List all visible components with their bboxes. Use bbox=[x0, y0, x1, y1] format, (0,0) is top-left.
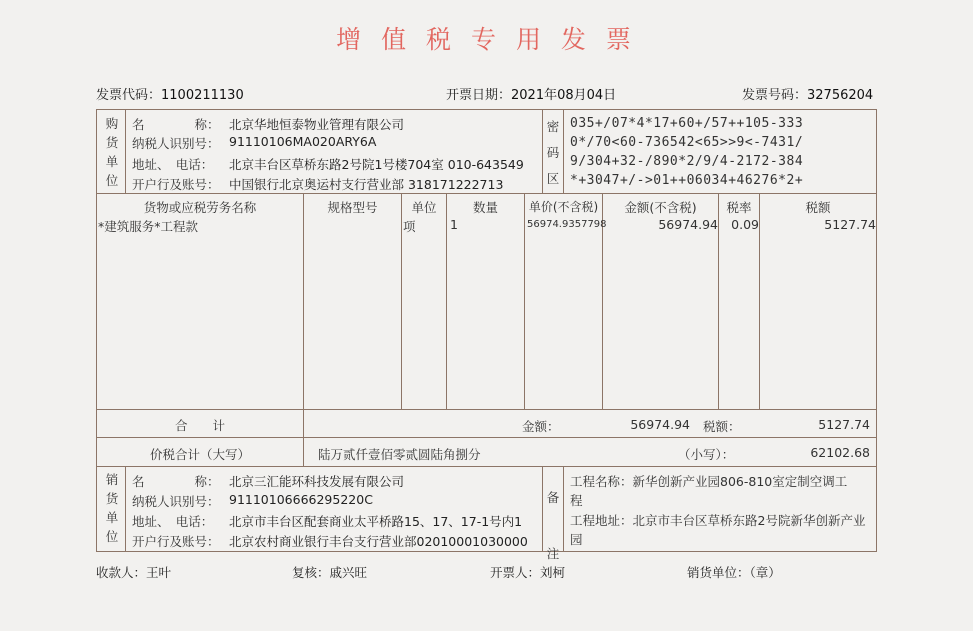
buyer-address-label: 地址、 电话： bbox=[132, 157, 214, 172]
buyer-name-value: 北京华地恒泰物业管理有限公司 bbox=[229, 117, 405, 132]
item-tax: 5127.74 bbox=[824, 217, 876, 232]
cipher-side-label: 密 码 区 bbox=[546, 119, 560, 186]
invoice-date-label: 开票日期： bbox=[446, 88, 512, 103]
seller-name-value: 北京三汇能环科技发展有限公司 bbox=[229, 474, 405, 489]
footer-issuer bbox=[490, 563, 565, 581]
invoice-number bbox=[742, 84, 873, 103]
seller-name-label: 名 称： bbox=[132, 474, 220, 489]
remarks-line: 工程名称：新华创新产业园806-810室定制空调工 bbox=[570, 474, 848, 489]
footer-payee bbox=[96, 563, 171, 581]
item-rate: 0.09 bbox=[731, 217, 759, 232]
buyer-side-label: 购 货 单 位 bbox=[105, 116, 119, 188]
invoice-code-value: 1100211130 bbox=[161, 88, 244, 103]
col-header-amount: 金额(不含税) bbox=[624, 200, 697, 215]
total-amount-label: 金额： bbox=[522, 419, 560, 434]
item-amount: 56974.94 bbox=[658, 217, 718, 232]
col-header-unit: 单位 bbox=[411, 200, 437, 215]
invoice-number-value: 32756204 bbox=[807, 88, 874, 103]
invoice-date bbox=[446, 84, 616, 103]
grand-total-small-label: （小写）： bbox=[678, 447, 735, 462]
remarks-line: 工程地址：北京市丰台区草桥东路2号院新华创新产业 bbox=[570, 513, 866, 528]
col-header-qty: 数量 bbox=[472, 200, 498, 215]
seller-address-label: 地址、 电话： bbox=[132, 514, 214, 529]
payee-value: 王叶 bbox=[146, 565, 172, 580]
invoice-title: 增 值 税 专 用 发 票 bbox=[336, 25, 637, 54]
col-header-price: 单价(不含税) bbox=[528, 200, 599, 214]
col-header-tax: 税额 bbox=[805, 200, 831, 215]
total-tax-value: 5127.74 bbox=[818, 417, 870, 432]
cipher-line: 0*/70<60-736542<65>>9<-7431/ bbox=[570, 135, 804, 150]
buyer-taxid-value: 91110106MA020ARY6A bbox=[229, 134, 377, 149]
remarks-side-label: 备 注 bbox=[546, 490, 560, 561]
issuer-value: 刘柯 bbox=[540, 565, 566, 580]
invoice-date-value: 2021年08月04日 bbox=[511, 88, 617, 103]
buyer-address-value: 北京丰台区草桥东路2号院1号楼704室 010-643549 bbox=[229, 157, 524, 172]
seller-side-label: 销 货 单 位 bbox=[105, 472, 119, 544]
reviewer-label: 复核： bbox=[292, 565, 330, 580]
reviewer-value: 戚兴旺 bbox=[329, 565, 368, 580]
seller-bank-value: 北京农村商业银行丰台支行营业部02010001030000 bbox=[229, 534, 528, 549]
col-header-spec: 规格型号 bbox=[327, 200, 378, 215]
buyer-name-label: 名 称： bbox=[132, 117, 220, 132]
grand-total-label: 价税合计（大写） bbox=[149, 447, 250, 462]
item-name: *建筑服务*工程款 bbox=[98, 219, 199, 234]
invoice-code bbox=[96, 84, 244, 103]
total-label: 合 计 bbox=[174, 418, 225, 433]
grand-total-small-value: 62102.68 bbox=[810, 445, 870, 460]
cipher-line: *+3047+/->01++06034+46276*2+ bbox=[570, 173, 804, 188]
grand-total-words: 陆万贰仟壹佰零贰圆陆角捌分 bbox=[318, 447, 481, 462]
issuer-label: 开票人： bbox=[490, 565, 541, 580]
buyer-bank-label: 开户行及账号： bbox=[132, 177, 220, 192]
col-header-rate: 税率 bbox=[726, 200, 752, 215]
seller-taxid-label: 纳税人识别号： bbox=[132, 494, 220, 509]
total-amount-value: 56974.94 bbox=[630, 417, 690, 432]
total-tax-label: 税额： bbox=[703, 419, 741, 434]
remarks-line: 园 bbox=[570, 532, 583, 547]
seller-bank-label: 开户行及账号： bbox=[132, 534, 220, 549]
col-header-name: 货物或应税劳务名称 bbox=[143, 200, 257, 215]
footer-reviewer bbox=[292, 563, 367, 581]
item-qty: 1 bbox=[450, 217, 458, 232]
invoice-number-label: 发票号码： bbox=[742, 88, 808, 103]
invoice-code-label: 发票代码： bbox=[96, 88, 162, 103]
item-unit: 项 bbox=[403, 219, 416, 234]
footer-seller-stamp: 销货单位：（章） bbox=[687, 565, 781, 580]
payee-label: 收款人： bbox=[96, 565, 147, 580]
seller-taxid-value: 91110106666295220C bbox=[229, 492, 373, 507]
buyer-bank-value: 中国银行北京奥运村支行营业部 318171222713 bbox=[229, 177, 504, 192]
cipher-line: 035+/07*4*17+60+/57++105-333 bbox=[570, 116, 804, 131]
cipher-line: 9/304+32-/890*2/9/4-2172-384 bbox=[570, 154, 804, 169]
seller-address-value: 北京市丰台区配套商业太平桥路15、17、17-1号内1 bbox=[229, 514, 523, 529]
buyer-taxid-label: 纳税人识别号： bbox=[132, 136, 220, 151]
item-price: 56974.9357798 bbox=[527, 219, 607, 230]
remarks-line: 程 bbox=[570, 493, 583, 508]
